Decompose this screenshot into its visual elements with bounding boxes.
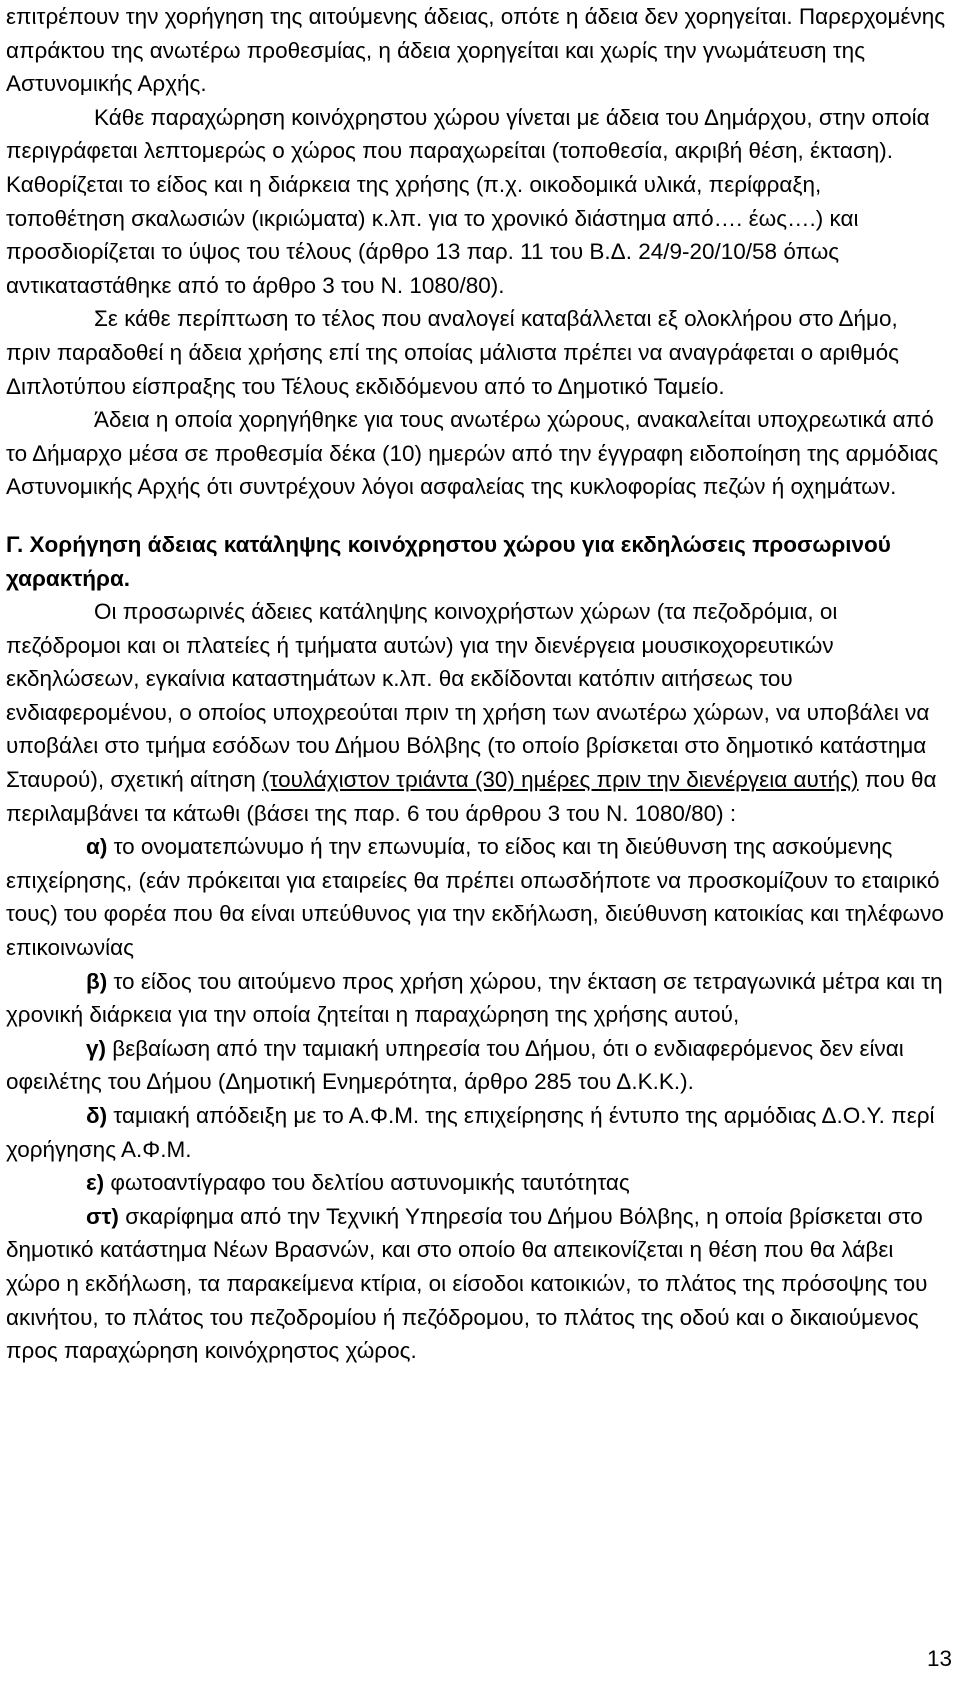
list-item-b	[6, 965, 946, 1032]
paragraph-fee: Σε κάθε περίπτωση το τέλος που αναλογεί καταβάλλεται εξ ολοκλήρου στο Δήμο, πριν παραδοθεί η άδεια χρήσης επί της οποίας μάλιστα πρέπει να αναγράφεται ο αριθμός Διπλοτύπου είσπραξης του Τέλους εκδιδόμενου από το Δημοτικό Ταμείο.	[6, 306, 899, 399]
paragraph-text: Οι προσωρινές άδειες κατάληψης κοινοχρήστων χώρων (τα πεζοδρόμια, οι πεζόδρομοι και οι πλατείες ή τμήματα αυτών) για την διενέργεια μουσικοχορευτικών εκδηλώσεων, εγκαίνια καταστημάτων κ.λπ. θα εκδίδονται κατόπιν αιτήσεως του ενδιαφερομένου, ο οποίος υποχρεούται πριν τη χρήση των ανωτέρω χώρων, να υποβάλει να υποβάλει στο τμήμα εσόδων του Δήμου Βόλβης (το οποίο βρίσκεται στο δημοτικό κατάστημα Σταυρού), σχετική αίτηση	[6, 599, 930, 793]
list-item-label: β)	[86, 968, 108, 994]
list-item-d	[6, 1099, 946, 1166]
list-item-label: α)	[86, 834, 108, 860]
list-item-c	[6, 1032, 946, 1099]
list-item-label: στ)	[86, 1203, 119, 1229]
paragraph-concession: Κάθε παραχώρηση κοινόχρηστου χώρου γίνεται με άδεια του Δημάρχου, στην οποία περιγράφεται λεπτομερώς ο χώρος που παραχωρείται (τοποθεσία, ακριβή θέση, έκταση). Καθορίζεται το είδος και η διάρκεια της χρήσης (π.χ. οικοδομικά υλικά, περίφραξη, τοποθέτηση σκαλωσιών (ικριώματα) κ.λπ. για το χρονικό διάστημα από…. έως….) και προσδιορίζεται το ύψος του τέλους (άρθρο 13 παρ. 11 του Β.Δ. 24/9-20/10/58 όπως αντικαταστάθηκε από το άρθρο 3 του Ν. 1080/80).	[6, 104, 930, 298]
list-item-text: το είδος του αιτούμενο προς χρήση χώρου, την έκταση σε τετραγωνικά μέτρα και τη χρονική διάρκεια για την οποία ζητείται η παραχώρηση της χρήσης αυτού,	[6, 968, 943, 1028]
paragraph-text-end: που θα περιλαμβάνει τα κάτωθι (βάσει της παρ. 6 του άρθρου 3 του Ν. 1080/80) :	[6, 767, 937, 826]
list-item-text: σκαρίφημα από την Τεχνική Υπηρεσία του Δήμου Βόλβης, η οποία βρίσκεται στο δημοτικό κατάστημα Νέων Βρασνών, και στο οποίο θα απεικονίζεται η θέση που θα λάβει χώρο η εκδήλωση, τα παρακείμενα κτίρια, οι είσοδοι κατοικιών, το πλάτος της πρόσοψης του ακινήτου, το πλάτος του πεζοδρομίου ή πεζόδρομου, το πλάτος της οδού και ο δικαιούμενος προς παραχώρηση κοινόχρηστος χώρος.	[6, 1203, 928, 1364]
page-number: 13	[926, 1646, 952, 1671]
paragraph-temporary-permits	[6, 595, 946, 830]
list-item-label: δ)	[86, 1103, 108, 1128]
paragraph-continued: επιτρέπουν την χορήγηση της αιτούμενης άδειας, οπότε η άδεια δεν χορηγείται. Παρερχομένης απράκτου της ανωτέρω προθεσμίας, η άδεια χορηγείται και χωρίς την γνωμάτευση της Αστυνομικής Αρχής.	[6, 4, 946, 97]
list-item-text: φωτοαντίγραφο του δελτίου αστυνομικής ταυτότητας	[104, 1170, 630, 1196]
list-item-label: γ)	[86, 1035, 107, 1061]
list-item-e	[6, 1166, 946, 1200]
list-item-a	[6, 830, 946, 964]
list-item-text: βεβαίωση από την ταμιακή υπηρεσία του Δήμου, ότι ο ενδιαφερόμενος δεν είναι οφειλέτης του Δήμου (Δημοτική Ενημερότητα, άρθρο 285 του Δ.Κ.Κ.).	[6, 1035, 904, 1095]
underlined-deadline: (τουλάχιστον τριάντα (30) ημέρες πριν την διενέργεια αυτής)	[262, 767, 859, 793]
list-item-label: ε)	[86, 1170, 105, 1196]
section-heading-g: Γ. Χορήγηση άδειας κατάληψης κοινόχρηστου χώρου για εκδηλώσεις προσωρινού χαρακτήρα.	[6, 531, 891, 591]
list-item-text: το ονοματεπώνυμο ή την επωνυμία, το είδος και τη διεύθυνση της ασκούμενης επιχείρησης, (εάν πρόκειται για εταιρείες θα πρέπει οπωσδήποτε να προσκομίζουν το εταιρικό τους) του φορέα που θα είναι υπεύθυνος για την εκδήλωση, διεύθυνση κατοικίας και τηλέφωνο επικοινωνίας	[6, 834, 944, 961]
list-item-st	[6, 1200, 946, 1368]
paragraph-revocation: Άδεια η οποία χορηγήθηκε για τους ανωτέρω χώρους, ανακαλείται υποχρεωτικά από το Δήμαρχο μέσα σε προθεσμία δέκα (10) ημερών από την έγγραφη ειδοποίηση της αρμόδιας Αστυνομικής Αρχής ότι συντρέχουν λόγοι ασφαλείας της κυκλοφορίας πεζών ή οχημάτων.	[6, 407, 939, 500]
document-page	[6, 0, 946, 1368]
list-item-text: ταμιακή απόδειξη με το Α.Φ.Μ. της επιχείρησης ή έντυπο της αρμόδιας Δ.Ο.Υ. περί χορήγησης Α.Φ.Μ.	[6, 1103, 935, 1162]
